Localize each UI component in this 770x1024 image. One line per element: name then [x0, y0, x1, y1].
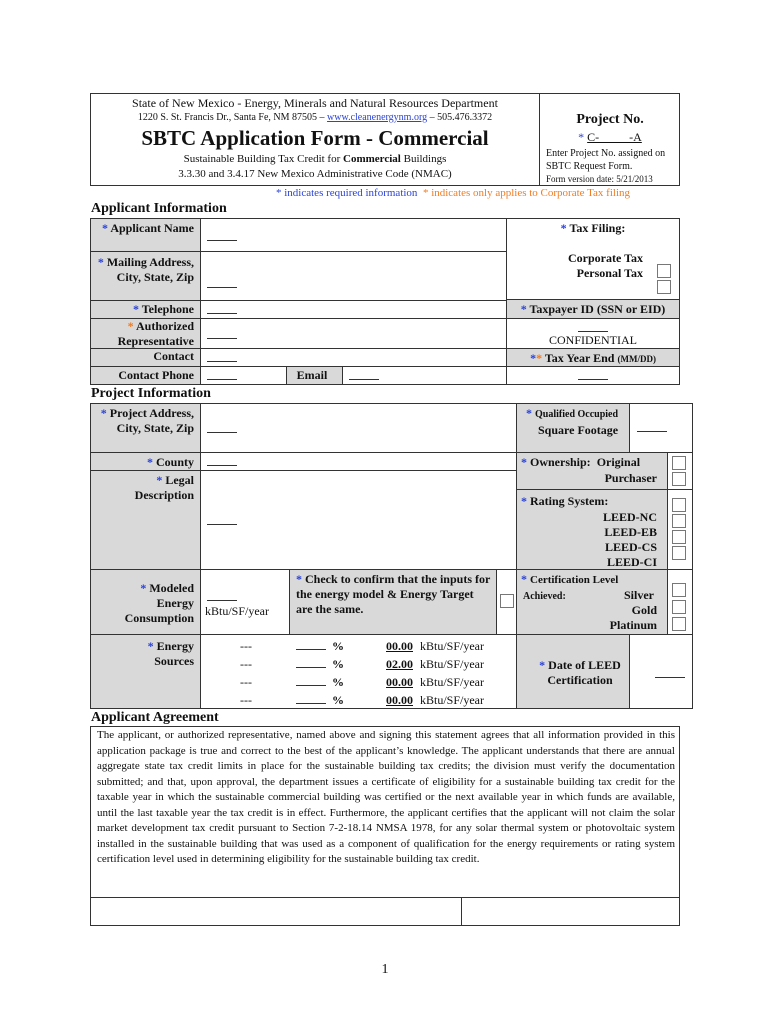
- sqft-label-1: * Qualified Occupied: [526, 406, 619, 420]
- applicant-section-title: Applicant Information: [91, 201, 227, 216]
- cert-level-label: * Certification Level: [521, 572, 619, 586]
- date-cell[interactable]: [461, 897, 680, 926]
- rating-leed-cs: LEED-CS: [604, 540, 657, 554]
- project-section-title: Project Information: [91, 386, 211, 401]
- value-cell: [200, 470, 517, 570]
- source-value: 02.00: [386, 657, 413, 671]
- corporate-tax-checkbox[interactable]: [657, 264, 671, 278]
- sqft-input[interactable]: [637, 421, 667, 432]
- tax-year-end-input[interactable]: [578, 369, 608, 380]
- county-input[interactable]: [207, 455, 237, 466]
- code-line: 3.3.30 and 3.4.17 New Mexico Administrative Code (NMAC): [178, 168, 452, 180]
- project-no-field[interactable]: * C- -A: [578, 130, 642, 144]
- rating-system-label: * Rating System:: [521, 494, 609, 508]
- email-label: Email: [296, 368, 328, 382]
- authorized-rep-input[interactable]: [207, 328, 237, 339]
- value-cell: [200, 300, 507, 319]
- value-cell: [200, 348, 507, 367]
- source-percent-sign: %: [332, 657, 344, 671]
- source-percent-input[interactable]: [296, 693, 326, 704]
- project-no-note: Enter Project No. assigned on SBTC Request Form.: [546, 148, 666, 172]
- leed-ci-checkbox[interactable]: [672, 546, 686, 560]
- check-confirm-checkbox[interactable]: [500, 594, 514, 608]
- project-address-input[interactable]: [207, 422, 237, 433]
- value-cell: [200, 251, 507, 301]
- energy-sources-label: * Energy Sources: [147, 639, 194, 668]
- corporate-tax-label: Corporate Tax: [568, 251, 643, 265]
- personal-tax-checkbox[interactable]: [657, 280, 671, 294]
- project-address-label: * Project Address, City, State, Zip: [100, 406, 194, 435]
- personal-tax-label: Personal Tax: [576, 266, 643, 280]
- value-cell: [200, 403, 517, 453]
- source-value: 00.00: [386, 675, 413, 689]
- website-link[interactable]: www.cleanenergynm.org: [327, 112, 428, 123]
- energy-source-row: [240, 657, 510, 673]
- cert-platinum: Platinum: [609, 618, 657, 632]
- leed-cs-checkbox[interactable]: [672, 530, 686, 544]
- taxpayer-id-input[interactable]: [578, 321, 608, 332]
- source-percent-input[interactable]: [296, 675, 326, 686]
- energy-source-row: [240, 639, 510, 655]
- page-number: 1: [381, 962, 389, 977]
- source-percent-sign: %: [332, 675, 344, 689]
- rating-leed-eb: LEED-EB: [604, 525, 657, 539]
- energy-source-row: [240, 675, 510, 691]
- applicant-name-input[interactable]: [207, 230, 237, 241]
- source-percent-input[interactable]: [296, 639, 326, 650]
- ownership-purchaser: Purchaser: [604, 471, 657, 485]
- value-cell: [200, 452, 517, 471]
- contact-input[interactable]: [207, 351, 237, 362]
- source-select[interactable]: ---: [240, 657, 252, 671]
- source-unit: kBtu/SF/year: [420, 675, 485, 689]
- source-unit: kBtu/SF/year: [420, 639, 485, 653]
- authorized-rep-label: * Authorized Representative: [117, 319, 194, 348]
- source-percent-input[interactable]: [296, 657, 326, 668]
- cert-gold: Gold: [631, 603, 657, 617]
- mailing-address-input[interactable]: [207, 277, 237, 288]
- contact-phone-label: Contact Phone: [118, 368, 194, 382]
- platinum-checkbox[interactable]: [672, 617, 686, 631]
- tax-year-end-label: ** Tax Year End (MM/DD): [530, 351, 656, 365]
- modeled-energy-input[interactable]: [207, 590, 237, 601]
- ownership-label: * Ownership: Original: [521, 455, 641, 469]
- subtitle: Sustainable Building Tax Credit for Commercial Buildings: [183, 153, 447, 165]
- achieved-label: Achieved:: [523, 591, 566, 602]
- address-line: 1220 S. St. Francis Dr., Santa Fe, NM 87505 – www.cleanenergynm.org – 505.476.3372: [137, 112, 493, 123]
- form-version: Form version date: 5/21/2013: [546, 174, 653, 184]
- leed-nc-checkbox[interactable]: [672, 498, 686, 512]
- value-cell: [200, 318, 507, 349]
- modeled-energy-unit: kBtu/SF/year: [205, 604, 270, 618]
- silver-checkbox[interactable]: [672, 583, 686, 597]
- leed-eb-checkbox[interactable]: [672, 514, 686, 528]
- source-value: 00.00: [386, 639, 413, 653]
- modeled-energy-label: * Modeled Energy Consumption: [124, 581, 194, 625]
- county-label: * County: [146, 455, 194, 469]
- source-percent-sign: %: [332, 639, 344, 653]
- telephone-input[interactable]: [207, 303, 237, 314]
- leed-date-input[interactable]: [655, 667, 685, 678]
- contact-label: Contact: [153, 349, 194, 363]
- gold-checkbox[interactable]: [672, 600, 686, 614]
- rating-leed-ci: LEED-CI: [606, 555, 657, 569]
- legal-description-input[interactable]: [207, 514, 237, 525]
- value-cell: [200, 569, 290, 635]
- cert-silver: Silver: [624, 588, 654, 602]
- contact-phone-input[interactable]: [207, 369, 237, 380]
- original-checkbox[interactable]: [672, 456, 686, 470]
- value-cell: [200, 218, 507, 252]
- energy-source-row: [240, 693, 510, 709]
- project-no-label: Project No.: [576, 112, 644, 127]
- leed-date-label: * Date of LEED Certification: [539, 658, 621, 687]
- mailing-address-label: * Mailing Address, City, State, Zip: [97, 255, 194, 284]
- source-unit: kBtu/SF/year: [420, 693, 485, 707]
- source-unit: kBtu/SF/year: [420, 657, 485, 671]
- legal-description-label: * Legal Description: [134, 473, 194, 502]
- agreement-section-title: Applicant Agreement: [91, 710, 219, 725]
- legend: * indicates required information * indicates only applies to Corporate Tax filing: [276, 187, 631, 199]
- department-line: State of New Mexico - Energy, Minerals and Natural Resources Department: [132, 96, 498, 110]
- applicant-name-label: * Applicant Name: [101, 221, 194, 235]
- source-select[interactable]: ---: [240, 675, 252, 689]
- taxpayer-id-label: * Taxpayer ID (SSN or EID): [520, 302, 666, 316]
- source-value: 00.00: [386, 693, 413, 707]
- form-title: SBTC Application Form - Commercial: [141, 126, 489, 150]
- source-select[interactable]: ---: [240, 693, 252, 707]
- source-select[interactable]: ---: [240, 639, 252, 653]
- telephone-label: * Telephone: [132, 302, 194, 316]
- tax-filing-label: * Tax Filing:: [560, 221, 626, 235]
- agreement-text: The applicant, or authorized representative, named above and signing this statement agrees that all information provided in this application package is true and correct to the best of the applicant’s knowledge. The applicant understands that there are annual aggregate state tax credit limits in place for the sustainable building tax credits; the division must verify the documentation submitted; and that, upon approval, the department issues a certificate of eligibility for a sustainable building tax credit for the taxable year in which the sustainable commercial building was certified or the next available year in which funds are available, until the last taxable year the tax credit is in effect. Furthermore, the applicant certifies that the applicant will not claim the solar market development tax credit pursuant to Section 7-2-18.14 NMSA 1978, for any solar thermal system or photovoltaic system installed in the sustainable building that was used as a component of qualification for the energy requirements or rating system certification level used in determining eligibility for the sustainable building tax credit.: [97, 729, 675, 865]
- email-input[interactable]: [349, 369, 379, 380]
- confidential-note: CONFIDENTIAL: [549, 333, 637, 347]
- sqft-label-2: Square Footage: [538, 423, 619, 437]
- source-percent-sign: %: [332, 693, 344, 707]
- check-confirm-text: * Check to confirm that the inputs for the energy model & Energy Target are the same.: [296, 572, 491, 616]
- header-divider: [539, 93, 540, 186]
- purchaser-checkbox[interactable]: [672, 472, 686, 486]
- rating-leed-nc: LEED-NC: [602, 510, 657, 524]
- signature-cell[interactable]: [90, 897, 462, 926]
